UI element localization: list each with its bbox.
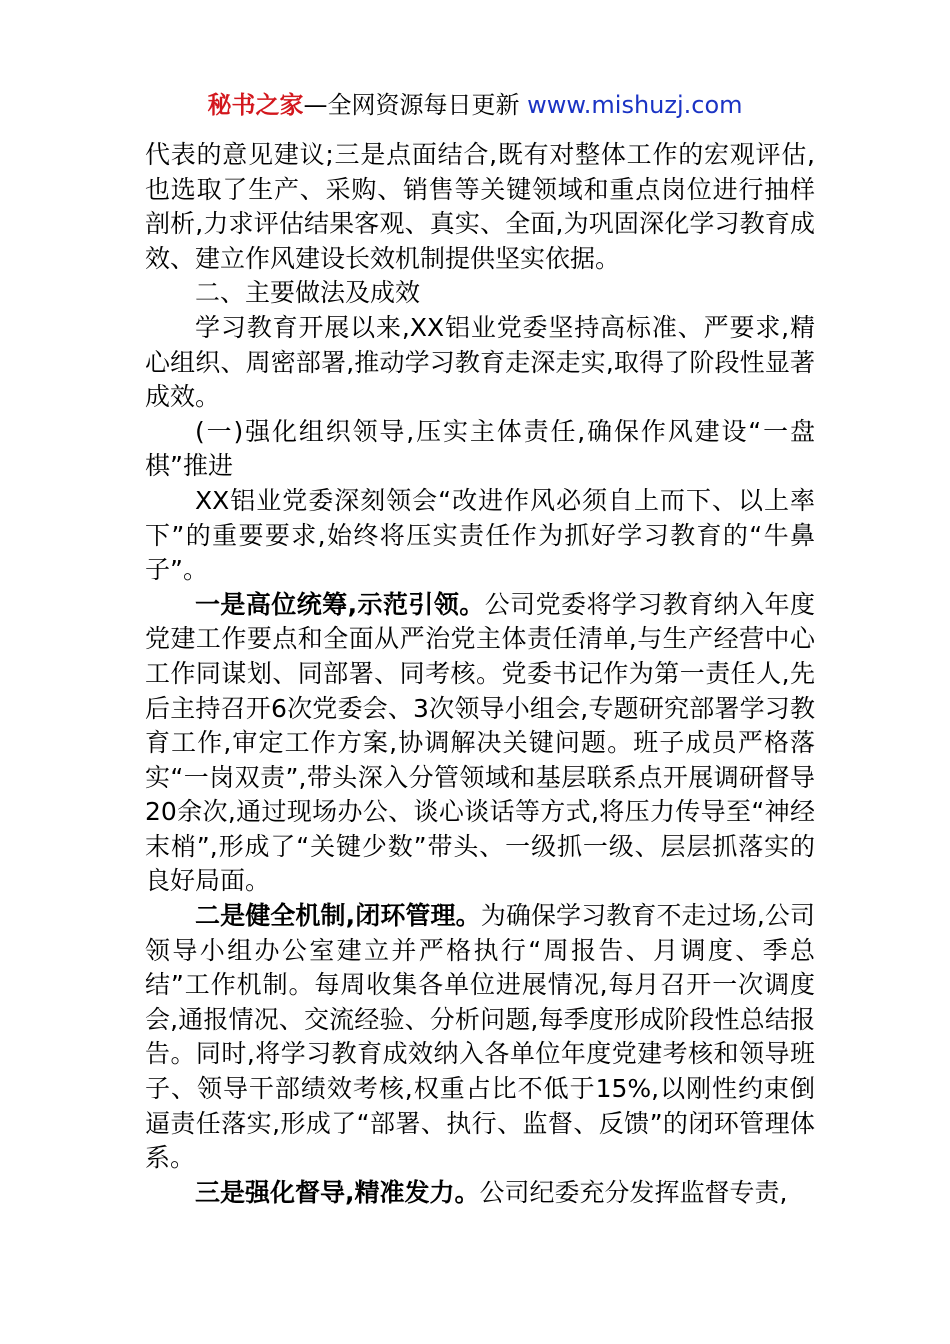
paragraph-continued: 代表的意见建议;三是点面结合,既有对整体工作的宏观评估,也选取了生产、采购、销售等关键领域和重点岗位进行抽样剖析,力求评估结果客观、真实、全面,为巩固深化学习教育成效、建立作风建设长效机制提供坚实依据。 bbox=[145, 140, 815, 273]
paragraph: 二是健全机制,闭环管理。为确保学习教育不走过场,公司领导小组办公室建立并严格执行“周报告、月调度、季总结”工作机制。每周收集各单位进展情况,每月召开一次调度会,通报情况、交流经验、分析问题,每季度形成阶段性总结报告。同时,将学习教育成效纳入各单位年度党建考核和领导班子、领导干部绩效考核,权重占比不低于15%,以刚性约束倒逼责任落实,形成了“部署、执行、监督、反馈”的闭环管理体系。 bbox=[145, 901, 816, 1173]
site-brand: 秘书之家 bbox=[207, 91, 304, 119]
subsection-heading: (一)强化组织领导,压实主体责任,确保作风建设“一盘棋”推进 bbox=[145, 416, 815, 481]
paragraph: XX铝业党委深刻领会“改进作风必须自上而下、以上率下”的重要要求,始终将压实责任作为抓好学习教育的“牛鼻子”。 bbox=[145, 485, 815, 585]
document-body bbox=[145, 138, 815, 1210]
paragraph: 学习教育开展以来,XX铝业党委坚持高标准、严要求,精心组织、周密部署,推动学习教育走深走实,取得了阶段性显著成效。 bbox=[145, 312, 815, 412]
paragraph-lead: 二是健全机制,闭环管理。 bbox=[195, 901, 481, 931]
site-header bbox=[0, 86, 950, 124]
site-url-link[interactable]: www.mishuzj.com bbox=[527, 91, 743, 119]
paragraph-lead: 三是强化督导,精准发力。 bbox=[195, 1177, 480, 1207]
paragraph: 三是强化督导,精准发力。公司纪委充分发挥监督专责, bbox=[195, 1177, 788, 1207]
site-tagline: —全网资源每日更新 bbox=[303, 91, 528, 119]
paragraph-lead: 一是高位统筹,示范引领。 bbox=[195, 589, 485, 619]
section-heading: 二、主要做法及成效 bbox=[195, 278, 421, 308]
paragraph: 一是高位统筹,示范引领。公司党委将学习教育纳入年度党建工作要点和全面从严治党主体责任清单,与生产经营中心工作同谋划、同部署、同考核。党委书记作为第一责任人,先后主持召开6次党委会、3次领导小组会,专题研究部署学习教育工作,审定工作方案,协调解决关键问题。班子成员严格落实“一岗双责”,带头深入分管领域和基层联系点开展调研督导20余次,通过现场办公、谈心谈话等方式,将压力传导至“神经末梢”,形成了“关键少数”带头、一级抓一级、层层抓落实的良好局面。 bbox=[145, 589, 815, 896]
